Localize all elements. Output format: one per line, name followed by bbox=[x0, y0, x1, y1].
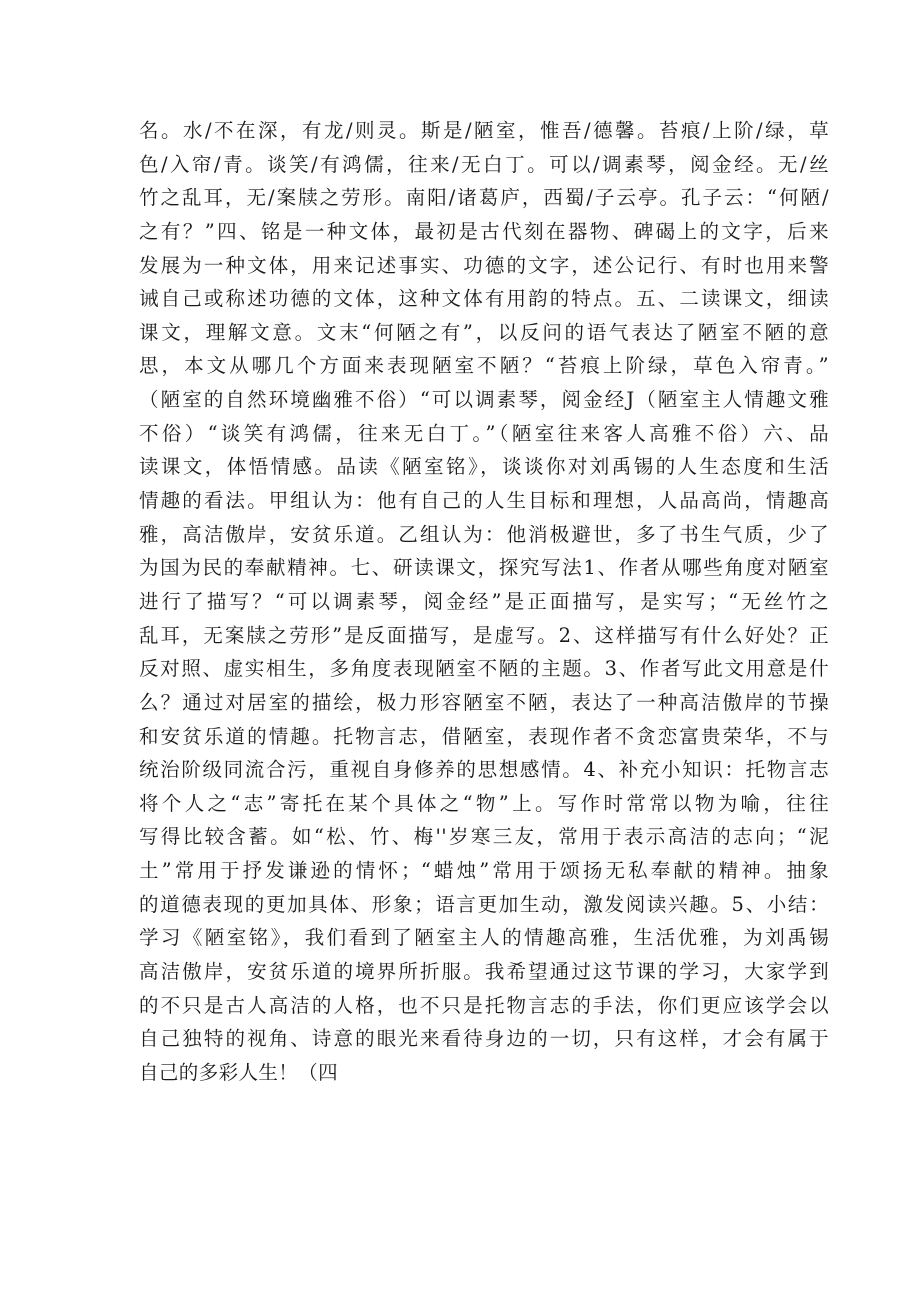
text-line: 的道德表现的更加具体、形象；语言更加生动，激发阅读兴趣。5、小结： bbox=[139, 892, 829, 916]
text-line: 思，本文从哪几个方面来表现陋室不陋？“苔痕上阶绿，草色入帘青。” bbox=[139, 354, 829, 378]
body-text bbox=[139, 114, 829, 1090]
text-line: 高洁傲岸，安贫乐道的境界所折服。我希望通过这节课的学习，大家学到 bbox=[139, 960, 829, 984]
text-line: （陋室的自然环境幽雅不俗）“可以调素琴，阅金经J（陋室主人情趣文雅 bbox=[139, 388, 829, 412]
text-line: 之有？”四、铭是一种文体，最初是古代刻在器物、碑碣上的文字，后来 bbox=[139, 219, 829, 243]
text-line: 的不只是古人高洁的人格，也不只是托物言志的手法，你们更应该学会以 bbox=[139, 993, 829, 1017]
text-line: 和安贫乐道的情趣。托物言志，借陋室，表现作者不贪恋富贵荣华，不与 bbox=[139, 724, 829, 748]
text-line: 不俗）“谈笑有鸿儒，往来无白丁。”（陋室往来客人高雅不俗）六、品 bbox=[139, 421, 829, 445]
text-line: 么？通过对居室的描绘，极力形容陋室不陋，表达了一种高洁傲岸的节操 bbox=[139, 690, 829, 714]
text-line: 土”常用于抒发谦逊的情怀；“蜡烛”常用于颂扬无私奉献的精神。抽象 bbox=[139, 859, 829, 883]
text-line: 雅，高洁傲岸，安贫乐道。乙组认为：他消极避世，多了书生气质，少了 bbox=[139, 522, 829, 546]
text-line: 将个人之“志”寄托在某个具体之“物”上。写作时常常以物为喻，往往 bbox=[139, 791, 829, 815]
text-line: 课文，理解文意。文末“何陋之有”，以反问的语气表达了陋室不陋的意 bbox=[139, 320, 829, 344]
text-line: 色/入帘/青。谈笑/有鸿儒，往来/无白丁。可以/调素琴，阅金经。无/丝 bbox=[139, 152, 829, 176]
text-line: 自己的多彩人生！（四 bbox=[139, 1060, 339, 1084]
text-line: 读课文，体悟情感。品读《陋室铭》，谈谈你对刘禹锡的人生态度和生活 bbox=[139, 455, 829, 479]
text-line: 写得比较含蓄。如“松、竹、梅''岁寒三友，常用于表示高洁的志向；“泥 bbox=[139, 825, 829, 849]
text-line: 自己独特的视角、诗意的眼光来看待身边的一切，只有这样，才会有属于 bbox=[139, 1027, 829, 1051]
text-line: 乱耳，无案牍之劳形”是反面描写，是虚写。2、这样描写有什么好处？正 bbox=[139, 623, 829, 647]
text-line: 情趣的看法。甲组认为：他有自己的人生目标和理想，人品高尚，情趣高 bbox=[139, 489, 829, 513]
text-line: 发展为一种文体，用来记述事实、功德的文字，述公记行、有时也用来警 bbox=[139, 253, 829, 277]
text-line: 进行了描写？“可以调素琴，阅金经”是正面描写，是实写；“无丝竹之 bbox=[139, 589, 829, 613]
text-line: 学习《陋室铭》，我们看到了陋室主人的情趣高雅，生活优雅，为刘禹锡 bbox=[139, 926, 829, 950]
text-line: 诫自己或称述功德的文体，这种文体有用韵的特点。五、二读课文，细读 bbox=[139, 287, 829, 311]
text-line: 统治阶级同流合污，重视自身修养的思想感情。4、补充小知识：托物言志 bbox=[139, 758, 829, 782]
text-line: 为国为民的奉献精神。七、研读课文，探究写法1、作者从哪些角度对陋室 bbox=[139, 556, 829, 580]
text-line: 竹之乱耳，无/案牍之劳形。南阳/诸葛庐，西蜀/子云亭。孔子云：“何陋/ bbox=[139, 186, 829, 210]
text-line: 反对照、虚实相生，多角度表现陋室不陋的主题。3、作者写此文用意是什 bbox=[139, 657, 829, 681]
text-line: 名。水/不在深，有龙/则灵。斯是/陋室，惟吾/德馨。苔痕/上阶/绿，草 bbox=[139, 119, 829, 142]
